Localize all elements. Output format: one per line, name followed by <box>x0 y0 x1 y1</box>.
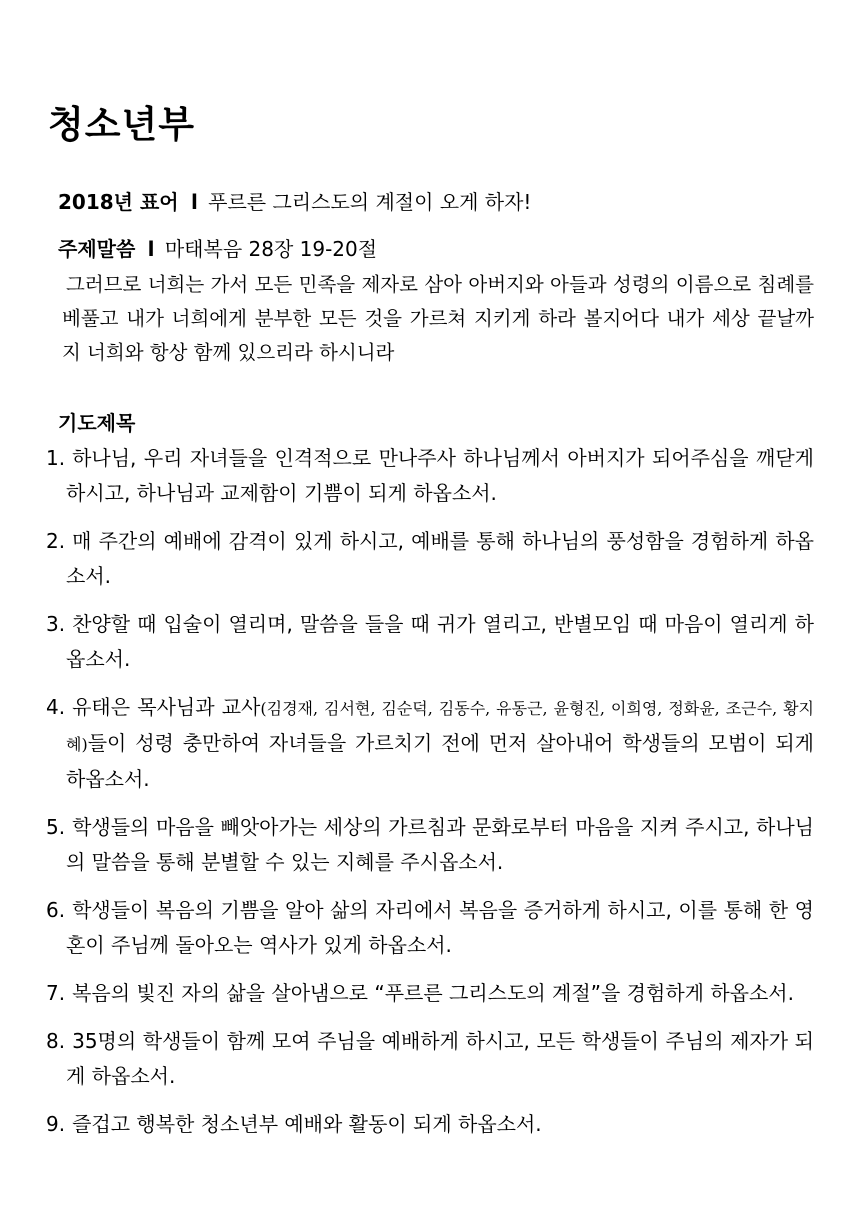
prayer-item-text: 하나님, 우리 자녀들을 인격적으로 만나주사 하나님께서 아버지가 되어주심을 깨닫게 하시고, 하나님과 교제함이 기쁨이 되게 하옵소서. <box>66 446 814 505</box>
prayer-item-text-before: 유태은 목사님과 교사 <box>72 695 261 719</box>
teacher-names: (김경재, 김서현, 김순덕, 김동수, 유동근, 윤형진, 이희영, 정화윤, 조근수, 황지혜) <box>66 699 814 754</box>
prayer-item-text: 35명의 학생들이 함께 모여 주님을 예배하게 하시고, 모든 학생들이 주님의 제자가 되게 하옵소서. <box>66 1029 814 1088</box>
prayer-item-number: 3. <box>46 612 66 636</box>
prayer-item <box>46 607 814 677</box>
prayer-item <box>46 810 814 880</box>
prayer-item-text: 즐겁고 행복한 청소년부 예배와 활동이 되게 하옵소서. <box>72 1112 542 1136</box>
theme-reference: 마태복음 28장 19-20절 <box>164 237 378 261</box>
theme-label: 주제말씀 <box>58 237 136 261</box>
prayer-item <box>46 524 814 594</box>
prayer-section-title: 기도제목 <box>58 411 136 435</box>
page-title: 청소년부 <box>48 103 195 146</box>
prayer-item-number: 9. <box>46 1112 66 1136</box>
prayer-item-text-after: 들이 성령 충만하여 자녀들을 가르치기 전에 먼저 살아내어 학생들의 모범이 되게 하옵소서. <box>66 731 814 791</box>
prayer-item <box>46 976 814 1011</box>
prayer-item-text: 매 주간의 예배에 감격이 있게 하시고, 예배를 통해 하나님의 풍성함을 경험하게 하옵소서. <box>66 529 814 588</box>
prayer-item-text: 학생들의 마음을 빼앗아가는 세상의 가르침과 문화로부터 마음을 지켜 주시고, 하나님의 말씀을 통해 분별할 수 있는 지혜를 주시옵소서. <box>66 815 814 874</box>
prayer-item-number: 2. <box>46 529 66 553</box>
prayer-item-number: 1. <box>46 446 66 470</box>
motto-label: 2018년 표어 <box>58 190 179 214</box>
prayer-item-number: 4. <box>46 695 66 719</box>
prayer-item <box>46 690 814 797</box>
theme-separator: l <box>147 237 155 261</box>
prayer-item-number: 8. <box>46 1029 66 1053</box>
prayer-item-text: 복음의 빛진 자의 삶을 살아냄으로 “푸르른 그리스도의 계절”을 경험하게 하옵소서. <box>72 981 794 1005</box>
motto-separator: l <box>190 190 198 214</box>
prayer-item-text: 학생들이 복음의 기쁨을 알아 삶의 자리에서 복음을 증거하게 하시고, 이를 통해 한 영혼이 주님께 돌아오는 역사가 있게 하옵소서. <box>66 898 814 957</box>
prayer-item-number: 7. <box>46 981 66 1005</box>
prayer-item-number: 6. <box>46 898 66 922</box>
theme-line <box>58 234 377 264</box>
prayer-item <box>46 1107 814 1142</box>
prayer-item <box>46 441 814 511</box>
prayer-item-number: 5. <box>46 815 66 839</box>
motto-text: 푸르른 그리스도의 계절이 오게 하자! <box>208 190 532 214</box>
theme-verse: 그러므로 너희는 가서 모든 민족을 제자로 삼아 아버지와 아들과 성령의 이름으로 침례를 베풀고 내가 너희에게 분부한 모든 것을 가르쳐 지키게 하라 볼지어다 내가 세상 끝날까지 너희와 항상 함께 있으리라 하시니라 <box>62 273 814 364</box>
motto-line <box>58 187 531 217</box>
prayer-item <box>46 1024 814 1094</box>
prayer-item-text: 찬양할 때 입술이 열리며, 말씀을 들을 때 귀가 열리고, 반별모임 때 마음이 열리게 하옵소서. <box>66 612 814 671</box>
prayer-item <box>46 893 814 963</box>
prayer-list <box>46 441 814 1155</box>
